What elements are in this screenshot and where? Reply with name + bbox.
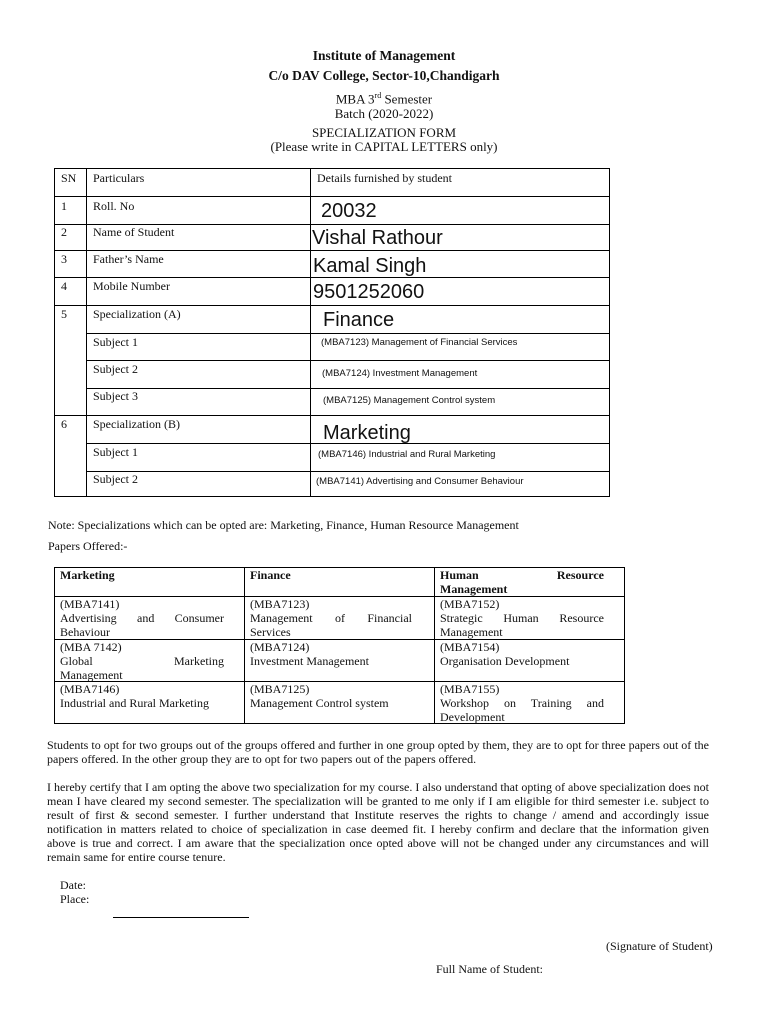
marketing-paper-cell: [60, 682, 235, 710]
specialization-note: Note: Specializations which can be opted are: Marketing, Finance, Human Resource Management: [48, 518, 519, 532]
row-label-subject-2: Subject 2: [93, 362, 138, 376]
institute-name: Institute of Management: [312, 48, 456, 63]
subject-a3-value: (MBA7125) Management Control system: [323, 395, 496, 406]
finance-paper-cell: [250, 597, 412, 639]
row-label-father-name: Father’s Name: [93, 252, 164, 266]
program-line: [0, 88, 768, 107]
row-sn: 5: [61, 307, 67, 321]
row-label-subject-2: Subject 2: [93, 472, 138, 486]
row-label-specialization-b: Specialization (B): [93, 417, 180, 431]
hrm-paper-cell: [440, 640, 610, 668]
instructions-paragraph: Students to opt for two groups out of the groups offered and further in one group opted by them, they are to opt for three papers out of the papers offered. In the other group they are to opt for two papers out of the papers offered.: [47, 738, 709, 766]
row-divider: [86, 333, 609, 334]
subject-a1-value: (MBA7123) Management of Financial Services: [321, 337, 518, 348]
row-divider: [55, 305, 609, 306]
program-text: MBA 3: [335, 91, 375, 107]
row-divider: [55, 250, 609, 251]
header-hrm-word2: Resource: [556, 568, 604, 582]
mobile-number-value: 9501252060: [313, 281, 425, 303]
student-name-value: Vishal Rathour: [312, 227, 443, 249]
subject-b2-value: (MBA7141) Advertising and Consumer Behaviour: [316, 476, 524, 487]
paper-title: Global Marketing: [60, 654, 224, 668]
paper-code: (MBA7146): [60, 682, 120, 696]
row-sn: 3: [61, 252, 67, 266]
header-hrm-word3: Management: [440, 582, 508, 596]
paper-code: (MBA 7142): [60, 640, 122, 654]
form-instruction: (Please write in CAPITAL LETTERS only): [270, 139, 498, 154]
specialization-a-value: Finance: [323, 309, 395, 331]
header-hrm: [440, 568, 604, 596]
paper-code: (MBA7141): [60, 597, 120, 611]
declaration-paragraph: I hereby certify that I am opting the above two specialization for my course. I also understand that opting of above specialization does not mean I have cleared my second semester. The specialization will be granted to me only if I am eligible for third semester i.e. subject to result of first & second semester. I further understand that Institute reserves the rights to change / amend and accordingly issue notification in matters related to choice of specialization in case deemed fit. I hereby confirm and declare that the information given above is true and correct. I am aware that the specialization once opted above will not be changed under any circumstances and will remain same for entire course tenure.: [47, 780, 709, 864]
paper-title: Services: [250, 625, 291, 639]
marketing-paper-cell: [60, 597, 224, 639]
hrm-paper-cell: [440, 682, 604, 724]
father-name-value: Kamal Singh: [313, 255, 427, 277]
paper-code: (MBA7123): [250, 597, 310, 611]
signature-label: (Signature of Student): [606, 939, 713, 953]
header-hrm-word1: Human: [440, 568, 479, 582]
row-sn: 2: [61, 225, 67, 239]
full-name-label: Full Name of Student:: [436, 962, 543, 976]
student-details-table: [54, 168, 610, 497]
paper-title: Strategic Human Resource: [440, 611, 604, 625]
column-divider: [244, 568, 245, 723]
header-marketing: Marketing: [60, 568, 115, 582]
date-label: Date:: [60, 878, 86, 892]
signature-line: [113, 917, 249, 918]
header-sn: SN: [61, 171, 77, 185]
finance-paper-cell: [250, 682, 425, 710]
row-label-student-name: Name of Student: [93, 225, 175, 239]
institute-address: C/o DAV College, Sector-10,Chandigarh: [268, 68, 500, 83]
paper-title: Development: [440, 710, 505, 724]
row-label-mobile: Mobile Number: [93, 279, 170, 293]
row-sn: 4: [61, 279, 67, 293]
row-divider: [55, 196, 609, 197]
row-label-roll-no: Roll. No: [93, 199, 135, 213]
row-sn: 6: [61, 417, 67, 431]
row-sn: 1: [61, 199, 67, 213]
subject-b1-value: (MBA7146) Industrial and Rural Marketing: [318, 449, 496, 460]
program-suffix: Semester: [381, 91, 433, 107]
row-divider: [86, 360, 609, 361]
papers-offered-label: Papers Offered:-: [48, 539, 128, 553]
paper-code: (MBA7124): [250, 640, 310, 654]
paper-code: (MBA7125): [250, 682, 310, 696]
paper-code: (MBA7154): [440, 640, 500, 654]
row-divider: [86, 471, 609, 472]
row-label-subject-1: Subject 1: [93, 445, 138, 459]
row-divider: [55, 415, 609, 416]
paper-title: Advertising and Consumer: [60, 611, 224, 625]
paper-title: Management: [440, 625, 503, 639]
header-finance: Finance: [250, 568, 291, 582]
subject-a2-value: (MBA7124) Investment Management: [322, 368, 478, 379]
marketing-paper-cell: [60, 640, 224, 682]
column-divider: [434, 568, 435, 723]
paper-title: Workshop on Training and: [440, 696, 604, 710]
hrm-paper-cell: [440, 597, 604, 639]
paper-title: Management: [60, 668, 123, 682]
paper-code: (MBA7152): [440, 597, 500, 611]
paper-title: Behaviour: [60, 625, 110, 639]
header-particulars: Particulars: [93, 171, 145, 185]
roll-number-value: 20032: [321, 200, 377, 222]
paper-title: Investment Management: [250, 654, 369, 668]
program-superscript: rd: [374, 91, 382, 100]
paper-title: Management Control system: [250, 696, 389, 710]
specialization-b-value: Marketing: [323, 422, 411, 444]
paper-title: Organisation Development: [440, 654, 570, 668]
row-divider: [86, 388, 609, 389]
papers-offered-table: [54, 567, 625, 724]
paper-title: Industrial and Rural Marketing: [60, 696, 209, 710]
paper-title: Management of Financial: [250, 611, 412, 625]
paper-code: (MBA7155): [440, 682, 500, 696]
form-title: SPECIALIZATION FORM: [311, 125, 457, 140]
row-label-subject-1: Subject 1: [93, 335, 138, 349]
finance-paper-cell: [250, 640, 420, 668]
row-label-subject-3: Subject 3: [93, 389, 138, 403]
place-label: Place:: [60, 892, 90, 906]
batch-line: Batch (2020-2022): [334, 106, 434, 121]
row-label-specialization-a: Specialization (A): [93, 307, 181, 321]
header-details: Details furnished by student: [317, 171, 452, 185]
